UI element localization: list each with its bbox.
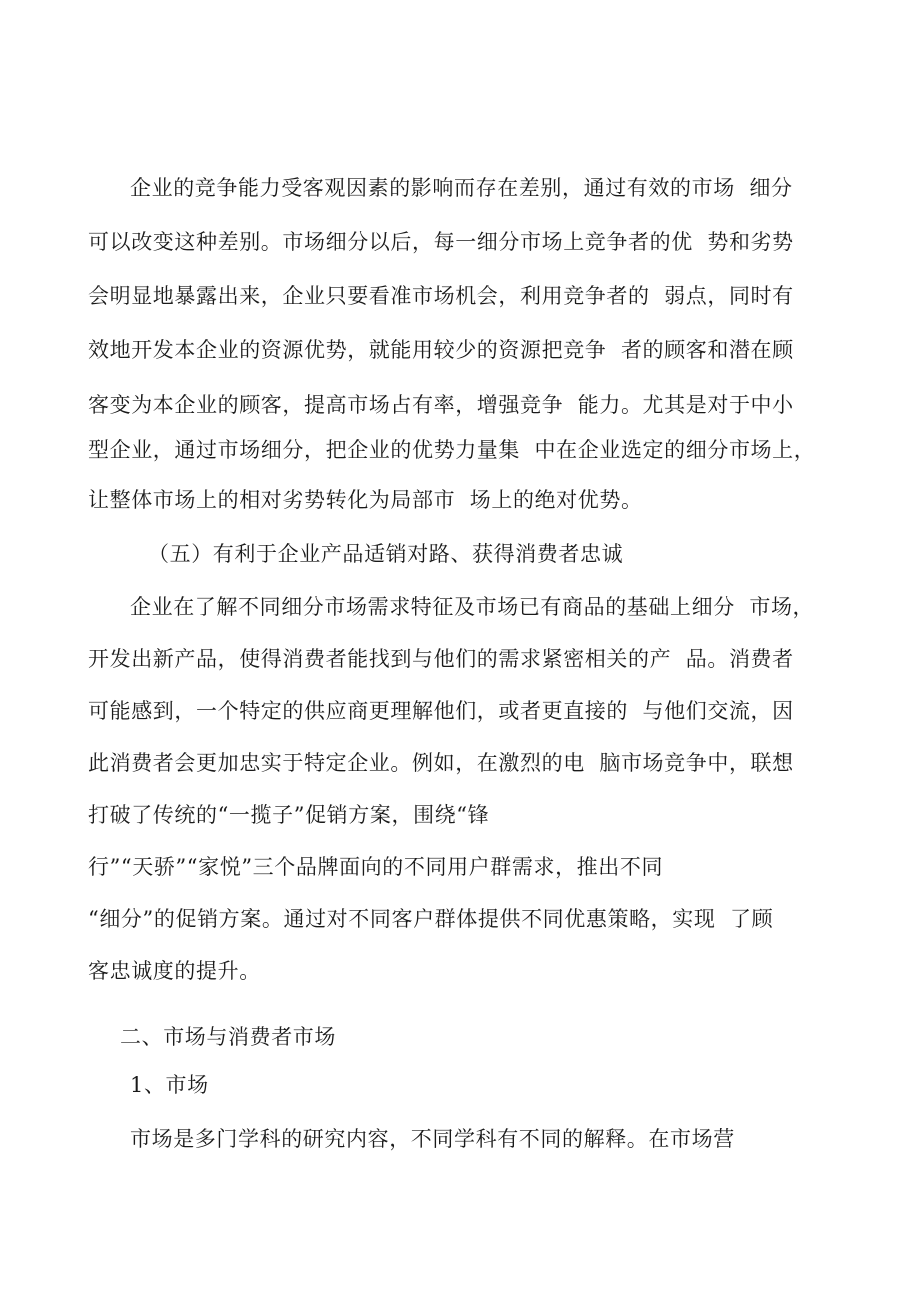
paragraph-1-line-7: 让整体市场上的相对劣势转化为局部市 场上的绝对优势。 [88, 488, 643, 512]
paragraph-2-line-6: 行”“天骄”“家悦”三个品牌面向的不同用户群需求，推出不同 [88, 855, 664, 879]
paragraph-1-line-1: 企业的竞争能力受客观因素的影响而存在差别，通过有效的市场 细分 [130, 176, 793, 200]
paragraph-1-line-4: 效地开发本企业的资源优势，就能用较少的资源把竞争 者的顾客和潜在顾 [88, 338, 794, 362]
sub-heading: 1、市场 [130, 1073, 209, 1097]
paragraph-3-line-1: 市场是多门学科的研究内容，不同学科有不同的解释。在市场营 [130, 1127, 735, 1151]
paragraph-2-line-4: 此消费者会更加忠实于特定企业。例如，在激烈的电 脑市场竞争中，联想 [88, 751, 794, 775]
paragraph-1-line-2: 可以改变这种差别。市场细分以后，每一细分市场上竞争者的优 势和劣势 [88, 230, 794, 254]
paragraph-2-line-8: 客忠诚度的提升。 [88, 959, 261, 983]
paragraph-2-line-2: 开发出新产品，使得消费者能找到与他们的需求紧密相关的产 品。消费者 [88, 647, 794, 671]
paragraph-2-line-7: “细分”的促销方案。通过对不同客户群体提供不同优惠策略，实现 了顾 [88, 907, 774, 931]
section-heading-5: （五）有利于企业产品适销对路、获得消费者忠诚 [148, 542, 624, 566]
chapter-heading: 二、市场与消费者市场 [120, 1025, 336, 1049]
paragraph-2-line-1: 企业在了解不同细分市场需求特征及市场已有商品的基础上细分 市场， [130, 595, 815, 619]
paragraph-1-line-5: 客变为本企业的顾客，提高市场占有率，增强竞争 能力。尤其是对于中小 [88, 393, 794, 417]
paragraph-1-line-3: 会明显地暴露出来，企业只要看准市场机会，利用竞争者的 弱点，同时有 [88, 284, 794, 308]
paragraph-1-line-6: 型企业，通过市场细分，把企业的优势力量集 中在企业选定的细分市场上， [88, 438, 816, 462]
paragraph-2-line-5: 打破了传统的“一揽子”促销方案，围绕“锋 [88, 803, 490, 827]
paragraph-2-line-3: 可能感到，一个特定的供应商更理解他们，或者更直接的 与他们交流，因 [88, 699, 794, 723]
